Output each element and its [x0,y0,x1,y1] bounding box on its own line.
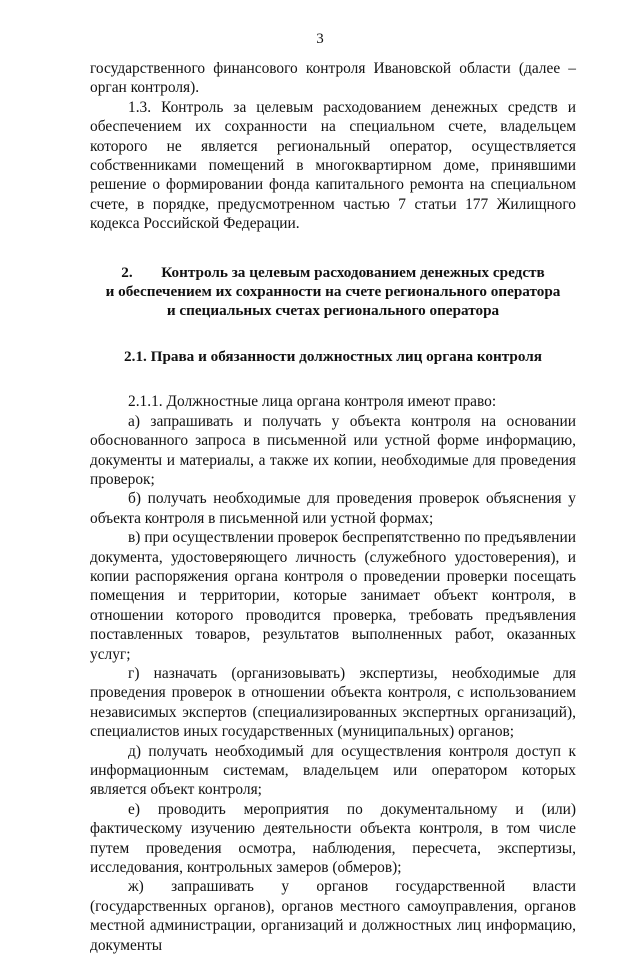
paragraph-1-3: 1.3. Контроль за целевым расходованием денежных средств и обеспечением их сохранности на специальном счете, владельцем которого не является региональный оператор, осуществляется собственниками помещений в многоквартирном доме, принявшими решение о формировании фонда капитального ремонта на специальном счете, в порядке, предусмотренном частью 7 статьи 177 Жилищного кодекса Российской Федерации. [90,98,576,233]
section-spacer [90,234,576,263]
section-2-heading [90,263,576,321]
document-body [90,59,576,955]
section-2-title-line-2: и обеспечением их сохранности на счете регионального оператора [105,283,561,301]
list-item-zh: ж) запрашивать у органов государственной власти (государственных органов), органов местного самоуправления, органов местной администрации, организаций и должностных лиц информацию, документы [90,878,576,954]
section-2-title-line-1: Контроль за целевым расходованием денежных средств [161,263,545,281]
subsection-2-1-heading: 2.1. Права и обязанности должностных лиц органа контроля [124,347,542,365]
section-2-heading-line-1 [90,263,576,282]
subsection-spacer-2 [90,366,576,392]
list-item-g: г) назначать (организовывать) экспертизы, необходимые для проведения проверок в отношении объекта контроля, с использованием независимых экспертов (специализированных экспертных организаций), специалистов иных государственных (муниципальных) органов; [90,664,576,741]
subsection-spacer [90,321,576,347]
list-item-d: д) получать необходимый для осуществления контроля доступ к информационным системам, владельцем или оператором которых является объект контроля; [90,742,576,799]
list-item-a: а) запрашивать и получать у объекта контроля на основании обоснованного запроса в письменной или устной форме информацию, документы и материалы, а также их копии, необходимые для проведения проверок; [90,412,576,488]
list-item-b: б) получать необходимые для проведения проверок объяснения у объекта контроля в письменной или устной формах; [90,490,576,527]
paragraph-2-1-1-lead: 2.1.1. Должностные лица органа контроля имеют право: [128,393,497,411]
list-item-e: е) проводить мероприятия по документальному и (или) фактическому изучению деятельности объекта контроля, в том числе путем проведения осмотра, наблюдения, пересчета, экспертизы, исследования, контрольных замеров (обмеров); [90,800,576,877]
intro-continuation-paragraph: государственного финансового контроля Ивановской области (далее – орган контроля). [90,60,576,97]
page-number: 3 [316,31,324,47]
section-2-title-line-3: и специальных счетах регионального оператора [166,302,500,320]
list-item-v: в) при осуществлении проверок беспрепятственно по предъявлении документа, удостоверяющего личность (служебного удостоверения), и копии распоряжения органа контроля о проведении проверки посещать помещения и территории, которые занимает объект контроля, в отношении которого проводится проверка, требовать предъявления поставленных товаров, результатов выполненных работ, оказанных услуг; [90,529,576,663]
section-2-number: 2. [121,263,133,281]
